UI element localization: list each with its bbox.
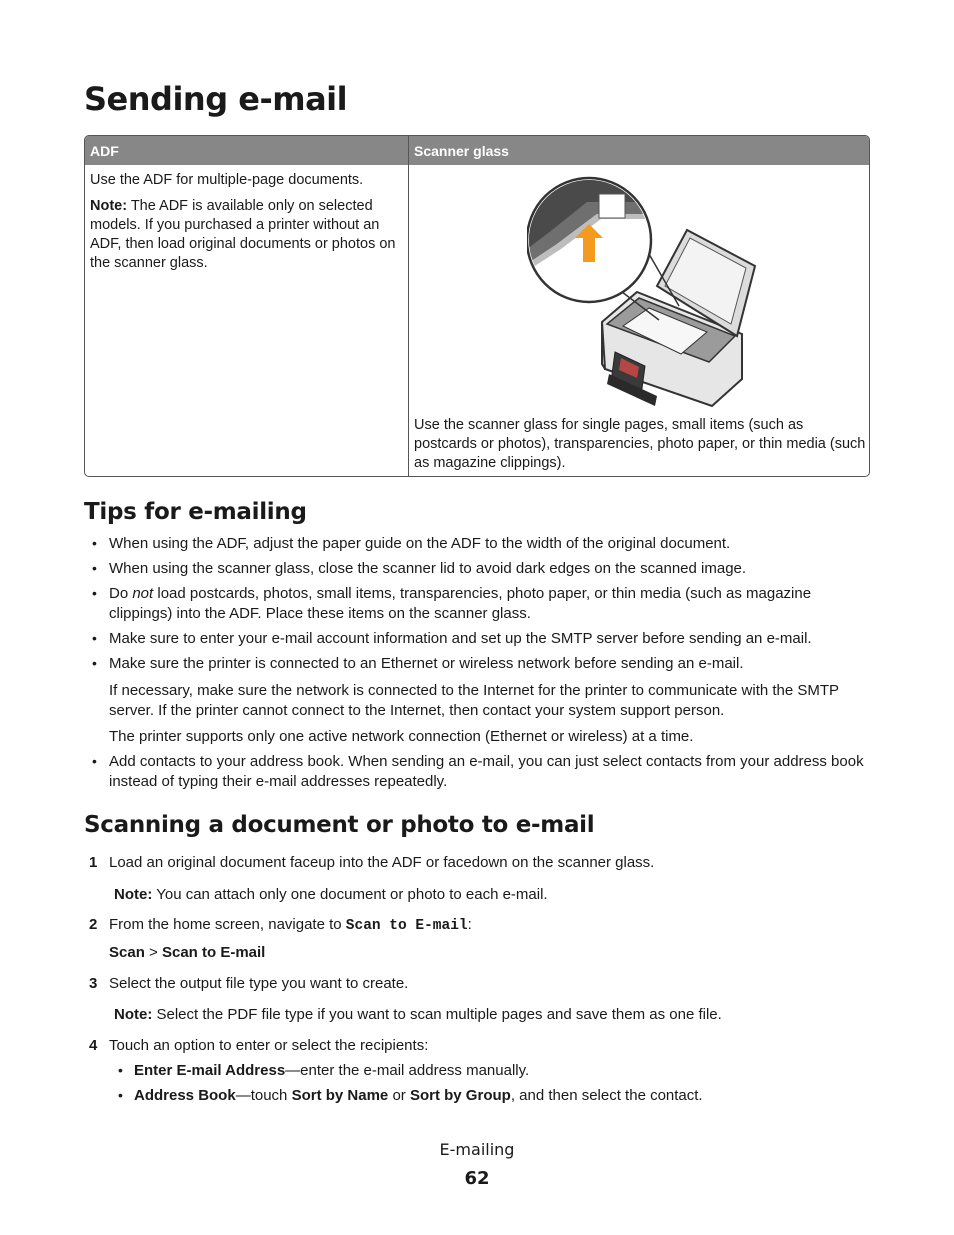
menu-path-separator: > xyxy=(144,944,162,961)
adf-description: Use the ADF for multiple-page documents. xyxy=(90,172,364,188)
option-sort-by-group: Sort by Group xyxy=(409,1087,511,1104)
note-label: Note: xyxy=(114,886,153,903)
page-title: Sending e-mail xyxy=(84,80,348,118)
text-fragment: Do xyxy=(109,585,133,602)
bullet: • xyxy=(92,560,97,576)
list-item-text xyxy=(134,1086,703,1106)
footer-section-name: E-mailing xyxy=(439,1140,515,1159)
list-item-text: Add contacts to your address book. When sending an e-mail, you can just select contacts from your address book instead of typing their e-mail addresses repeatedly. xyxy=(109,753,864,790)
table-header-row xyxy=(85,136,869,165)
text-fragment: load postcards, photos, small items, transparencies, photo paper, or thin media (such as magazine clippings) into the ADF. Place these items on the scanner glass. xyxy=(109,585,812,622)
step-text xyxy=(109,915,873,937)
loading-options-table xyxy=(84,135,870,477)
text-fragment: : xyxy=(467,916,472,933)
list-item-text: Make sure the printer is connected to an Ethernet or wireless network before sending an e-mail. xyxy=(109,655,744,672)
emphasis: not xyxy=(132,585,154,602)
scanner-glass-description: Use the scanner glass for single pages, small items (such as postcards or photos), transparencies, photo paper, or thin media (such as magazine clippings). xyxy=(414,417,866,471)
step-number: 4 xyxy=(89,1037,98,1054)
step-3-note xyxy=(114,1005,878,1025)
bullet: • xyxy=(92,655,97,671)
note-text: You can attach only one document or photo to each e-mail. xyxy=(152,886,548,903)
text-fragment: —touch xyxy=(235,1087,292,1104)
paragraph: The printer supports only one active network connection (Ethernet or wireless) at a time. xyxy=(109,728,694,745)
menu-path xyxy=(109,943,873,963)
table-cell-adf xyxy=(90,171,408,280)
option-address-book: Address Book xyxy=(134,1087,236,1104)
bullet: • xyxy=(92,630,97,646)
option-sort-by-name: Sort by Name xyxy=(291,1087,389,1104)
step-number: 3 xyxy=(89,975,98,992)
table-header-adf: ADF xyxy=(90,143,119,159)
step-text: Load an original document faceup into the ADF or facedown on the scanner glass. xyxy=(109,854,655,871)
list-item-text xyxy=(109,584,873,623)
bullet: • xyxy=(118,1087,123,1103)
menu-path-scan-to-email: Scan to E-mail xyxy=(161,944,266,961)
table-divider xyxy=(408,136,409,476)
note-label: Note: xyxy=(90,198,128,214)
list-item-text: Make sure to enter your e-mail account information and set up the SMTP server before sending an e-mail. xyxy=(109,630,812,647)
step-text: Select the output file type you want to create. xyxy=(109,975,409,992)
text-fragment: , and then select the contact. xyxy=(510,1087,703,1104)
table-header-scanner-glass: Scanner glass xyxy=(414,143,509,159)
bullet: • xyxy=(92,753,97,769)
page-number: 62 xyxy=(464,1168,490,1189)
note-label: Note: xyxy=(114,1006,153,1023)
paragraph: If necessary, make sure the network is connected to the Internet for the printer to communicate with the SMTP server. If the printer cannot connect to the Internet, then contact your system support person. xyxy=(109,682,839,719)
list-item-text: When using the ADF, adjust the paper guide on the ADF to the width of the original document. xyxy=(109,535,731,552)
step-text: Touch an option to enter or select the recipients: xyxy=(109,1037,429,1054)
step-1-note xyxy=(114,885,878,905)
step-number: 1 xyxy=(89,854,98,871)
bullet: • xyxy=(92,535,97,551)
adf-note xyxy=(90,197,408,273)
menu-code: Scan to E-mail xyxy=(345,918,468,934)
step-number: 2 xyxy=(89,916,98,933)
scanning-heading: Scanning a document or photo to e-mail xyxy=(84,812,595,838)
bullet: • xyxy=(92,585,97,601)
menu-path-scan: Scan xyxy=(109,944,145,961)
option-enter-email-address: Enter E-mail Address xyxy=(134,1062,286,1079)
list-item-text xyxy=(134,1061,529,1081)
tips-heading: Tips for e-mailing xyxy=(84,499,307,525)
bullet: • xyxy=(118,1062,123,1078)
text-fragment: —enter the e-mail address manually. xyxy=(285,1062,530,1079)
text-fragment: or xyxy=(388,1087,410,1104)
list-item-text: When using the scanner glass, close the scanner lid to avoid dark edges on the scanned image. xyxy=(109,560,747,577)
note-text: The ADF is available only on selected models. If you purchased a printer without an ADF, then load original documents or photos on the scanner glass. xyxy=(90,198,396,271)
text-fragment: From the home screen, navigate to xyxy=(109,916,346,933)
note-text: Select the PDF file type if you want to scan multiple pages and save them as one file. xyxy=(152,1006,722,1023)
printer-scanner-glass-illustration xyxy=(527,174,757,409)
